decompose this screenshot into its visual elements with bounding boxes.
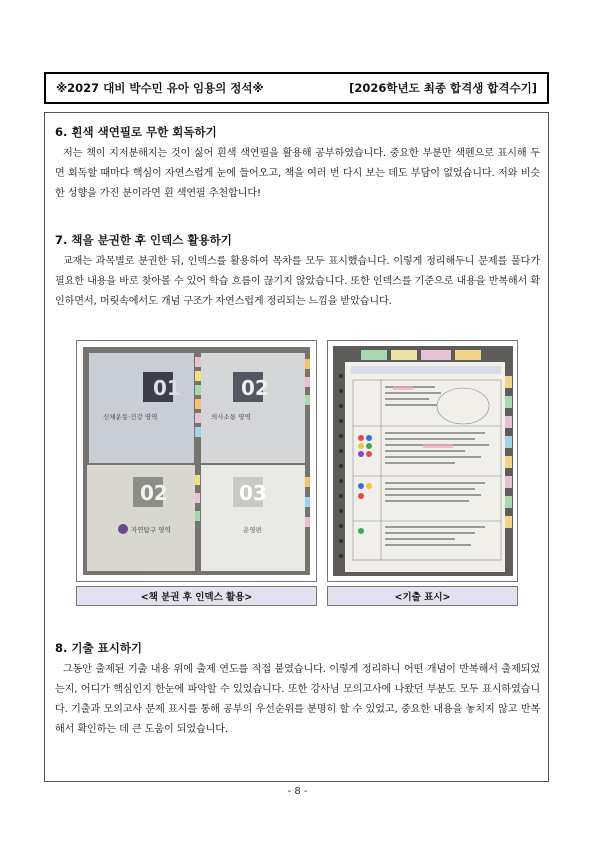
section-7 — [55, 232, 540, 312]
section-8-title: 8. 기출 표시하기 — [55, 641, 143, 655]
svg-text:신체운동·건강 영역: 신체운동·건강 영역 — [103, 413, 158, 421]
caption-books: <책 분권 후 인덱스 활용> — [76, 586, 317, 606]
section-6 — [55, 124, 540, 204]
section-7-body: 교재는 과목별로 분권한 뒤, 인덱스를 활용하여 목차를 모두 표시했습니다. 이렇게 정리해두니 문제를 풀다가 필요한 내용을 바로 찾아볼 수 있어 학습 흐름이 끊기지 않았습니다. 또한 인덱스를 기준으로 내용을 반복해서 확인하면서, 머릿속에서도 개념 구조가 자연스럽게 정리되는 느낌을 받았습니다. — [55, 256, 540, 307]
section-8 — [55, 640, 540, 740]
book-1 — [89, 353, 201, 463]
books-photo — [83, 347, 310, 575]
book-3 — [87, 465, 200, 571]
svg-text:의사소통 영역: 의사소통 영역 — [211, 413, 251, 421]
svg-text:운영편: 운영편 — [243, 526, 262, 534]
caption-exam-marking: <기출 표시> — [327, 586, 518, 606]
document-header — [44, 72, 549, 104]
header-right-title: [2026학년도 최종 합격생 합격수기] — [349, 81, 537, 95]
svg-text:01: 01 — [153, 376, 181, 400]
svg-text:02: 02 — [140, 481, 168, 505]
section-6-title: 6. 흰색 색연필로 무한 회독하기 — [55, 125, 217, 139]
book-4 — [201, 465, 310, 571]
photo-box-books — [76, 340, 317, 582]
photo-box-exam-marking — [327, 340, 518, 582]
header-left-title: ※2027 대비 박수민 유아 임용의 정석※ — [56, 81, 264, 95]
svg-text:자연탐구 영역: 자연탐구 영역 — [131, 526, 171, 534]
exam-marking-photo — [333, 346, 513, 576]
section-6-body: 저는 책이 지저분해지는 것이 싫어 흰색 색연필을 활용해 공부하였습니다. 중요한 부분만 색펜으로 표시해 두면 회독할 때마다 핵심이 자연스럽게 눈에 들어오고, 책을 여러 번 다시 보는 데도 부담이 없었습니다. 저와 비슷한 성향을 가진 분이라면 흰 색연필 추천합니다! — [55, 148, 540, 199]
section-7-title: 7. 책을 분권한 후 인덱스 활용하기 — [55, 233, 232, 247]
svg-text:03: 03 — [239, 481, 267, 505]
section-8-body: 그동안 출제된 기출 내용 위에 출제 연도를 직접 붙였습니다. 이렇게 정리하니 어떤 개념이 반복해서 출제되었는지, 어디가 핵심인지 한눈에 파악할 수 있었습니다. 또한 강사님 모의고사에 나왔던 부분도 모두 표시하였습니다. 기출과 모의고사 문제 표시를 통해 공부의 우선순위를 분명히 할 수 있었고, 중요한 내용을 놓치지 않고 반복해서 확인하는 데 큰 도움이 되었습니다. — [55, 664, 540, 735]
exam-marking-illustration — [333, 346, 513, 576]
svg-text:02: 02 — [241, 376, 269, 400]
page-number: - 8 - — [287, 786, 308, 797]
books-photo-illustration — [83, 347, 310, 575]
book-2 — [201, 353, 310, 463]
